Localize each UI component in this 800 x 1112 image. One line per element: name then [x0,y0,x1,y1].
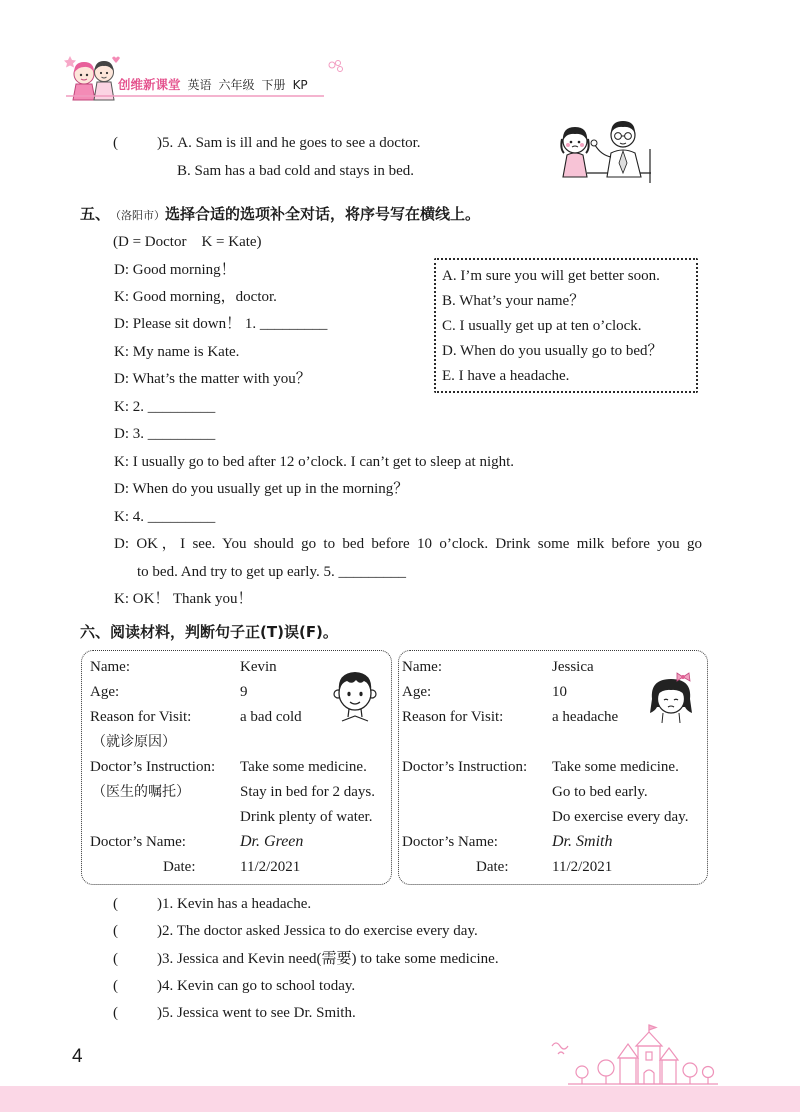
dialogue-line: K: 2. _________ [114,399,216,415]
tf-question [113,976,355,996]
dialogue-line: K: 4. _________ [114,509,216,525]
answer-bracket-open: ( [113,923,118,939]
date-label: Date: [163,859,196,875]
flower-decoration-icon [326,58,346,76]
patient-name: Kevin [240,659,277,675]
dialogue-line: D: OK，I see. You should go to bed before 10 o’clock. Drink some milk before you go [114,536,702,552]
question-text: 3. Jessica and Kevin need(需要) to take some medicine. [162,951,499,967]
brand-name: 创维新课堂 [118,77,181,92]
dialogue-line: D: When do you usually get up in the morning？ [114,481,409,497]
visit-reason: a headache [552,709,619,725]
patient-age: 10 [552,684,567,700]
patient-name: Jessica [552,659,594,675]
question-text: 2. The doctor asked Jessica to do exercise every day. [162,923,478,939]
instruction-item: Stay in bed for 2 days. [240,784,375,800]
header-edition: KP [292,78,308,92]
dialogue-line: K: OK！ Thank you！ [114,591,253,607]
dialogue-line: D: Good morning！ [114,262,236,278]
doctor-label: Doctor’s Name: [402,834,498,850]
instruction-note: （医生的嘱托） [92,784,190,800]
name-label: Name: [402,659,442,675]
reason-label: Reason for Visit: [90,709,192,725]
doctor-label: Doctor’s Name: [90,834,186,850]
boy-face-icon [330,661,380,723]
option-a: A. Sam is ill and he goes to see a doctor. [177,135,421,151]
answer-bracket-open: ( [113,978,118,994]
section-5-title [80,204,480,226]
question-text: 5. Jessica went to see Dr. Smith. [162,1005,356,1021]
instruction-item: Take some medicine. [552,759,679,775]
reason-note: （就诊原因） [92,734,176,750]
section-6-title [80,622,338,642]
option-item: E. I have a headache. [442,368,570,384]
patient-age: 9 [240,684,248,700]
section-5-source: （洛阳市） [110,209,166,222]
dialogue-line: K: Good morning，doctor. [114,289,277,305]
doctor-name: Dr. Smith [552,833,613,850]
doctor-visit-illustration-icon [553,115,653,185]
options-box [434,258,698,393]
option-b: B. Sam has a bad cold and stays in bed. [177,163,415,179]
doctor-name: Dr. Green [240,833,304,850]
visit-date: 11/2/2021 [240,859,301,875]
answer-bracket-close: ) [157,978,162,994]
tf-question [113,894,311,914]
instruction-label: Doctor’s Instruction: [90,759,216,775]
reason-label: Reason for Visit: [402,709,504,725]
age-label: Age: [402,684,432,700]
patient-card-jessica [398,650,708,885]
question-text: 4. Kevin can go to school today. [162,978,356,994]
header-bar [118,77,308,93]
instruction-label: Doctor’s Instruction: [402,759,528,775]
visit-reason: a bad cold [240,709,302,725]
answer-bracket-open: ( [113,135,118,151]
dialogue-line: D: Please sit down！ 1. _________ [114,316,328,332]
option-item: C. I usually get up at ten o’clock. [442,318,642,334]
option-item: D. When do you usually go to bed？ [442,343,663,359]
section-5-instruction: 选择合适的选项补全对话，将序号写在横线上。 [165,205,481,223]
question-text: 1. Kevin has a headache. [162,896,312,912]
footer-band [0,1086,800,1112]
prev-question-5 [113,133,421,153]
dialogue-line: D: What’s the matter with you？ [114,371,311,387]
dialogue-line-continuation: to bed. And try to get up early. 5. _________ [137,564,406,580]
tf-question [113,949,499,969]
header-subject: 英语 [187,78,212,92]
answer-bracket-close: ) [157,923,162,939]
answer-bracket-close: ) [157,135,162,151]
option-item: B. What’s your name？ [442,293,585,309]
answer-bracket-open: ( [113,1005,118,1021]
question-number: 5. [162,135,174,151]
tf-question [113,921,478,941]
section-6-instruction: 阅读材料，判断句子正(T)误(F)。 [110,623,338,641]
instruction-item: Drink plenty of water. [240,809,373,825]
option-item: A. I’m sure you will get better soon. [442,268,660,284]
name-label: Name: [90,659,130,675]
instruction-item: Take some medicine. [240,759,367,775]
section-6-numeral: 六、 [80,623,111,641]
dialogue-legend: (D = Doctor K = Kate) [113,234,262,250]
dialogue-line: D: 3. _________ [114,426,216,442]
patient-card-kevin [81,650,392,885]
castle-decoration-icon [548,1024,720,1086]
girl-face-icon [645,667,697,725]
visit-date: 11/2/2021 [552,859,613,875]
section-5-numeral: 五、 [80,205,111,223]
date-label: Date: [476,859,509,875]
age-label: Age: [90,684,120,700]
answer-bracket-open: ( [113,896,118,912]
header-grade: 六年级 [218,78,255,92]
instruction-item: Go to bed early. [552,784,648,800]
answer-bracket-close: ) [157,951,162,967]
tf-question [113,1003,356,1023]
dialogue-line: K: My name is Kate. [114,344,240,360]
instruction-item: Do exercise every day. [552,809,689,825]
dialogue-line: K: I usually go to bed after 12 o’clock. I can’t get to sleep at night. [114,454,515,470]
answer-bracket-open: ( [113,951,118,967]
header-volume: 下册 [261,78,286,92]
header-divider [66,93,324,99]
answer-bracket-close: ) [157,1005,162,1021]
page-number: 4 [72,1046,83,1067]
answer-bracket-close: ) [157,896,162,912]
